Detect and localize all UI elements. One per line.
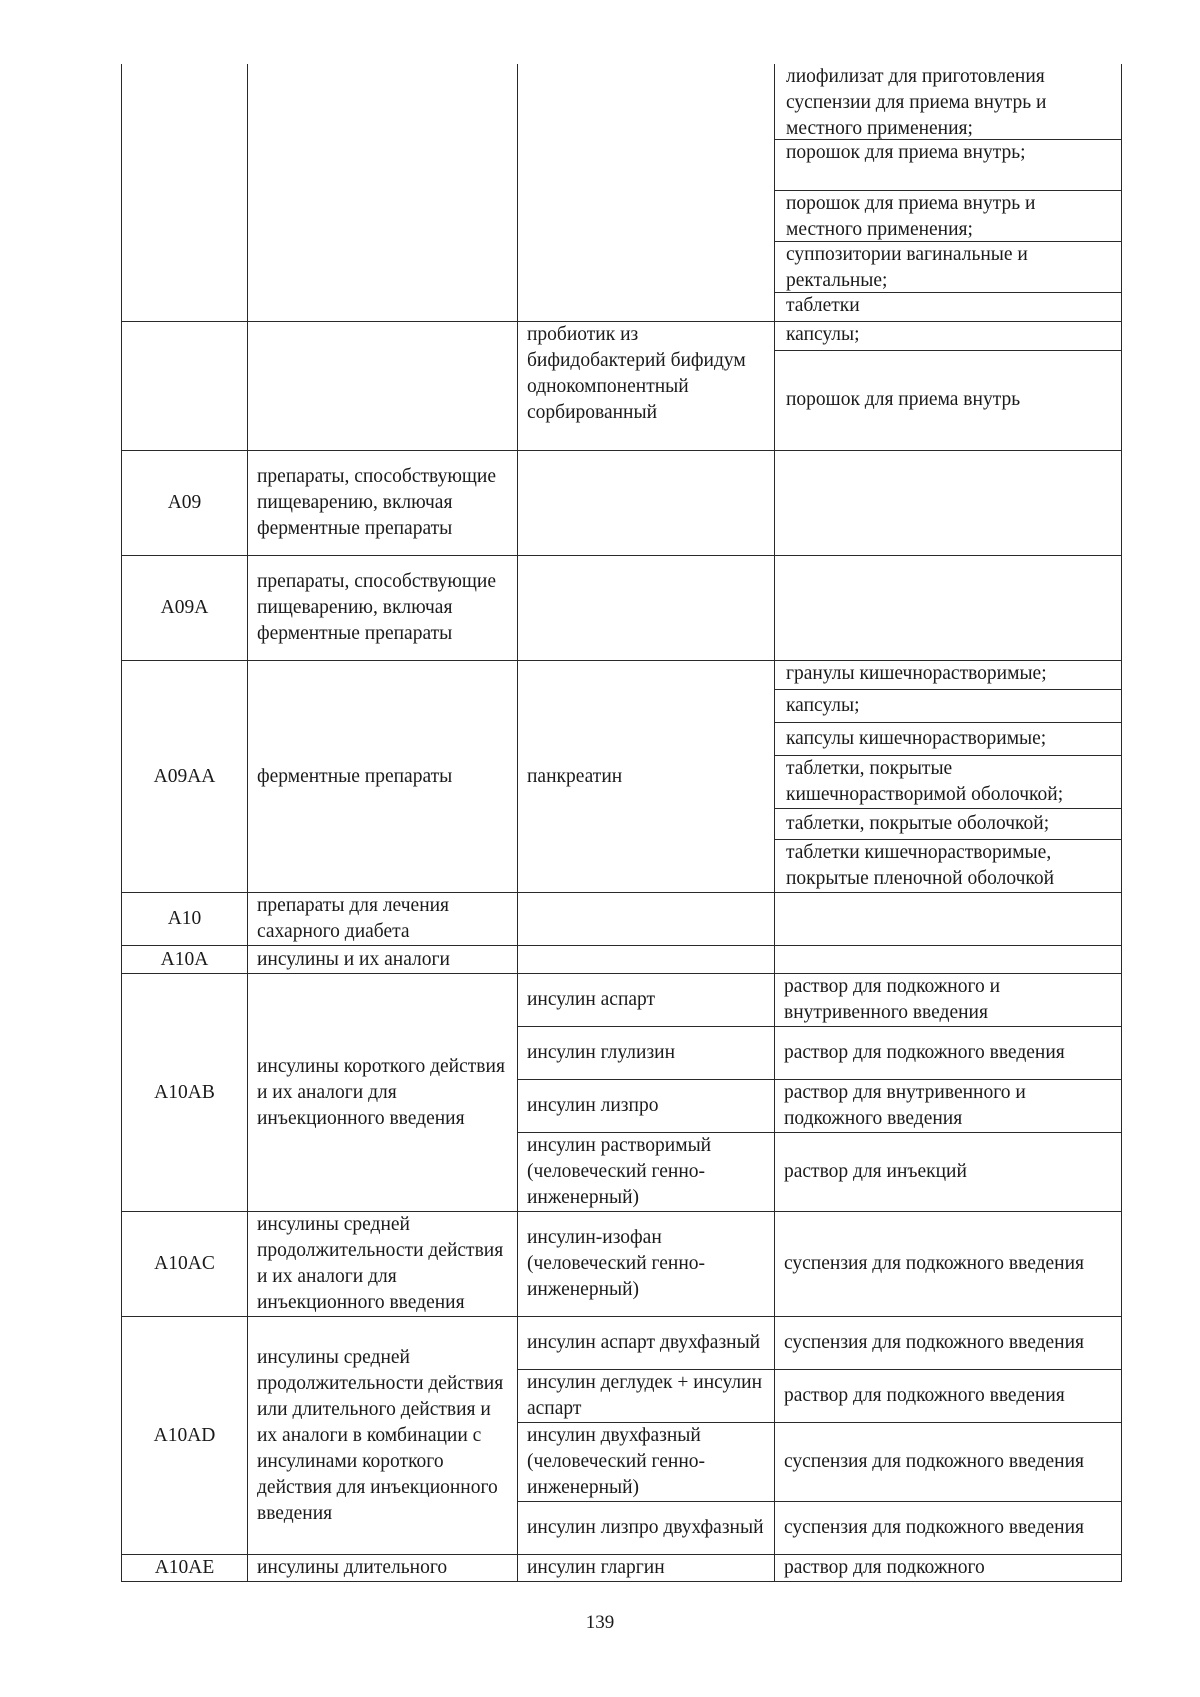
dosage-form: таблетки <box>786 295 860 316</box>
atc-code: A10AE <box>122 1555 248 1582</box>
group-cell-empty <box>248 64 518 322</box>
drug-name: инсулин растворимый (человеческий генно-инженерный) <box>518 1133 775 1212</box>
table-row-a10ae <box>122 1555 1122 1582</box>
drug-name: инсулин-изофан (человеческий генно-инженерный) <box>518 1212 775 1317</box>
drug-cell-empty <box>518 451 775 556</box>
drug-name: панкреатин <box>518 661 775 893</box>
table-row-a09 <box>122 451 1122 556</box>
drug-cell-empty <box>518 946 775 974</box>
atc-code: A10AC <box>122 1212 248 1317</box>
atc-code: A10 <box>122 893 248 946</box>
drug-cell-empty <box>518 556 775 661</box>
atc-code: A10A <box>122 946 248 974</box>
forms-cell-empty <box>775 893 1122 946</box>
dosage-form: раствор для подкожного и внутривенного введения <box>775 974 1122 1027</box>
dosage-form: таблетки, покрытые кишечнорастворимой оболочкой; <box>775 756 1121 809</box>
group-name: ферментные препараты <box>248 661 518 893</box>
drug-table-page <box>121 64 1121 1582</box>
drug-name: инсулин гларгин <box>518 1555 775 1582</box>
forms-cell-empty <box>775 451 1122 556</box>
dosage-form: порошок для приема внутрь <box>786 389 1021 410</box>
drug-name: инсулин двухфазный (человеческий генно-инженерный) <box>518 1423 775 1502</box>
dosage-form: порошок для приема внутрь; <box>775 140 1121 191</box>
drug-name: инсулин аспарт <box>518 974 775 1027</box>
table-row-a09a <box>122 556 1122 661</box>
atc-code: A09AA <box>122 661 248 893</box>
drug-name: инсулин глулизин <box>518 1027 775 1080</box>
dosage-form: капсулы; <box>775 322 1121 351</box>
dosage-form: раствор для инъекций <box>775 1133 1122 1212</box>
dosage-form: раствор для подкожного введения <box>775 1370 1122 1423</box>
dosage-form: раствор для подкожного введения <box>775 1027 1122 1080</box>
dosage-form: гранулы кишечнорастворимые; <box>775 661 1121 690</box>
dosage-form: капсулы; <box>775 690 1121 723</box>
drug-name: инсулин лизпро двухфазный <box>518 1502 775 1555</box>
drug-cell-empty <box>518 893 775 946</box>
table-row-a10 <box>122 893 1122 946</box>
forms-cell-empty <box>775 946 1122 974</box>
table-row-a10ac <box>122 1212 1122 1317</box>
code-cell-empty <box>122 322 248 451</box>
atc-code: A09 <box>122 451 248 556</box>
dosage-form: раствор для подкожного <box>775 1555 1122 1582</box>
atc-code: A10AD <box>122 1317 248 1555</box>
atc-code: A10AB <box>122 974 248 1212</box>
forms-cell <box>775 322 1122 451</box>
drug-name: инсулин лизпро <box>518 1080 775 1133</box>
group-name: инсулины длительного <box>248 1555 518 1582</box>
group-name: препараты, способствующие пищеварению, включая ферментные препараты <box>248 451 518 556</box>
group-name: препараты для лечения сахарного диабета <box>248 893 518 946</box>
dosage-form: порошок для приема внутрь и местного применения; <box>775 191 1121 242</box>
group-name: инсулины короткого действия и их аналоги для инъекционного введения <box>248 974 518 1212</box>
dosage-form: суппозитории вагинальные и ректальные; <box>775 242 1121 293</box>
dosage-form: лиофилизат для приготовления суспензии для приема внутрь и местного применения; <box>775 64 1121 140</box>
dosage-form: капсулы кишечнорастворимые; <box>775 723 1121 756</box>
group-name: инсулины средней продолжительности действия и их аналоги для инъекционного введения <box>248 1212 518 1317</box>
drug-name: инсулин деглудек + инсулин аспарт <box>518 1370 775 1423</box>
drug-cell-empty <box>518 64 775 322</box>
dosage-form: суспензия для подкожного введения <box>775 1423 1122 1502</box>
dosage-form: суспензия для подкожного введения <box>775 1502 1122 1555</box>
table-row-continuation-1 <box>122 64 1122 322</box>
forms-cell-empty <box>775 556 1122 661</box>
dosage-form: суспензия для подкожного введения <box>775 1212 1122 1317</box>
group-name: препараты, способствующие пищеварению, включая ферментные препараты <box>248 556 518 661</box>
table-row-a10ad <box>122 1317 1122 1370</box>
dosage-form: таблетки, покрытые оболочкой; <box>775 809 1121 840</box>
dosage-form: таблетки кишечнорастворимые, покрытые пленочной оболочкой <box>786 842 1055 889</box>
group-name: инсулины средней продолжительности действия или длительного действия и их аналоги в комбинации с инсулинами короткого действия для инъекционного введения <box>248 1317 518 1555</box>
page-number: 139 <box>585 1612 615 1633</box>
table-row-a10ab <box>122 974 1122 1027</box>
dosage-form: суспензия для подкожного введения <box>775 1317 1122 1370</box>
table-row-a10a <box>122 946 1122 974</box>
forms-cell <box>775 661 1122 893</box>
group-name: инсулины и их аналоги <box>248 946 518 974</box>
code-cell-empty <box>122 64 248 322</box>
forms-cell <box>775 64 1122 322</box>
drug-name: инсулин аспарт двухфазный <box>518 1317 775 1370</box>
atc-code: A09A <box>122 556 248 661</box>
drug-name: пробиотик из бифидобактерий бифидум однокомпонентный сорбированный <box>518 322 775 451</box>
table-row-probiotic <box>122 322 1122 451</box>
dosage-form: раствор для внутривенного и подкожного введения <box>775 1080 1122 1133</box>
table-row-a09aa <box>122 661 1122 893</box>
group-cell-empty <box>248 322 518 451</box>
drug-table <box>121 64 1122 1582</box>
